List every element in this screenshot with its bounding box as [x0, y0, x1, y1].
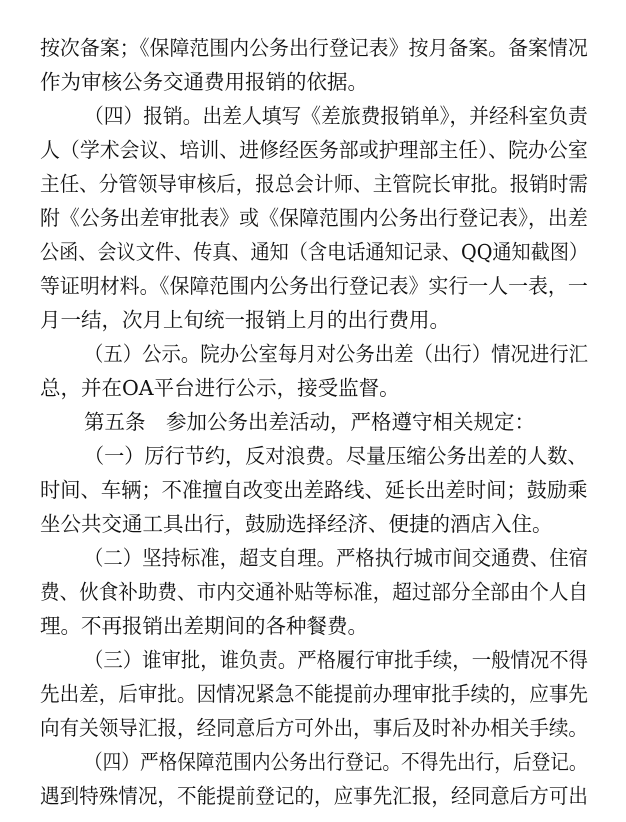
paragraph-line: （四）报销。出差人填写《差旅费报销单》，并经科室负责	[84, 104, 588, 128]
paragraph-line: 主任、分管领导审核后，报总会计师、主管院长审批。报销时需	[40, 172, 588, 196]
paragraph-line: （三）谁审批，谁负责。严格履行审批手续，一般情况不得	[84, 648, 588, 672]
paragraph-line: 费、伙食补助费、市内交通补贴等标准，超过部分全部由个人自	[40, 580, 588, 604]
paragraph-line: 附《公务出差审批表》或《保障范围内公务出行登记表》，出差	[40, 206, 588, 230]
paragraph-line: （五）公示。院办公室每月对公务出差（出行）情况进行汇	[84, 342, 588, 366]
paragraph-line: 作为审核公务交通费用报销的依据。	[40, 70, 368, 94]
paragraph-line: 理。不再报销出差期间的各种餐费。	[40, 614, 368, 638]
paragraph-line: 先出差，后审批。因情况紧急不能提前办理审批手续的，应事先	[40, 682, 588, 706]
paragraph-line: 坐公共交通工具出行，鼓励选择经济、便捷的酒店入住。	[40, 512, 553, 536]
paragraph-line: 总，并在OA平台进行公示，接受监督。	[40, 376, 400, 400]
paragraph-line: 向有关领导汇报，经同意后方可外出，事后及时补办相关手续。	[40, 716, 588, 740]
paragraph-line: 等证明材料。《保障范围内公务出行登记表》实行一人一表，一	[40, 274, 588, 298]
paragraph-line: （四）严格保障范围内公务出行登记。不得先出行，后登记。	[84, 750, 588, 774]
document-page	[40, 0, 600, 822]
paragraph-line: 按次备案；《保障范围内公务出行登记表》按月备案。备案情况	[40, 36, 588, 60]
paragraph-line: （二）坚持标准，超支自理。严格执行城市间交通费、住宿	[84, 546, 588, 570]
article-heading-line: 第五条 参加公务出差活动，严格遵守相关规定：	[84, 410, 535, 434]
paragraph-line: 公函、会议文件、传真、通知（含电话通知记录、QQ通知截图）	[40, 240, 589, 264]
paragraph-line: 人（学术会议、培训、进修经医务部或护理部主任）、院办公室	[40, 138, 588, 162]
paragraph-line: 遇到特殊情况，不能提前登记的，应事先汇报，经同意后方可出	[40, 784, 588, 808]
paragraph-line: 月一结，次月上旬统一报销上月的出行费用。	[40, 308, 450, 332]
paragraph-line: （一）厉行节约，反对浪费。尽量压缩公务出差的人数、	[84, 444, 588, 468]
paragraph-line: 时间、车辆；不准擅自改变出差路线、延长出差时间；鼓励乘	[40, 478, 588, 502]
